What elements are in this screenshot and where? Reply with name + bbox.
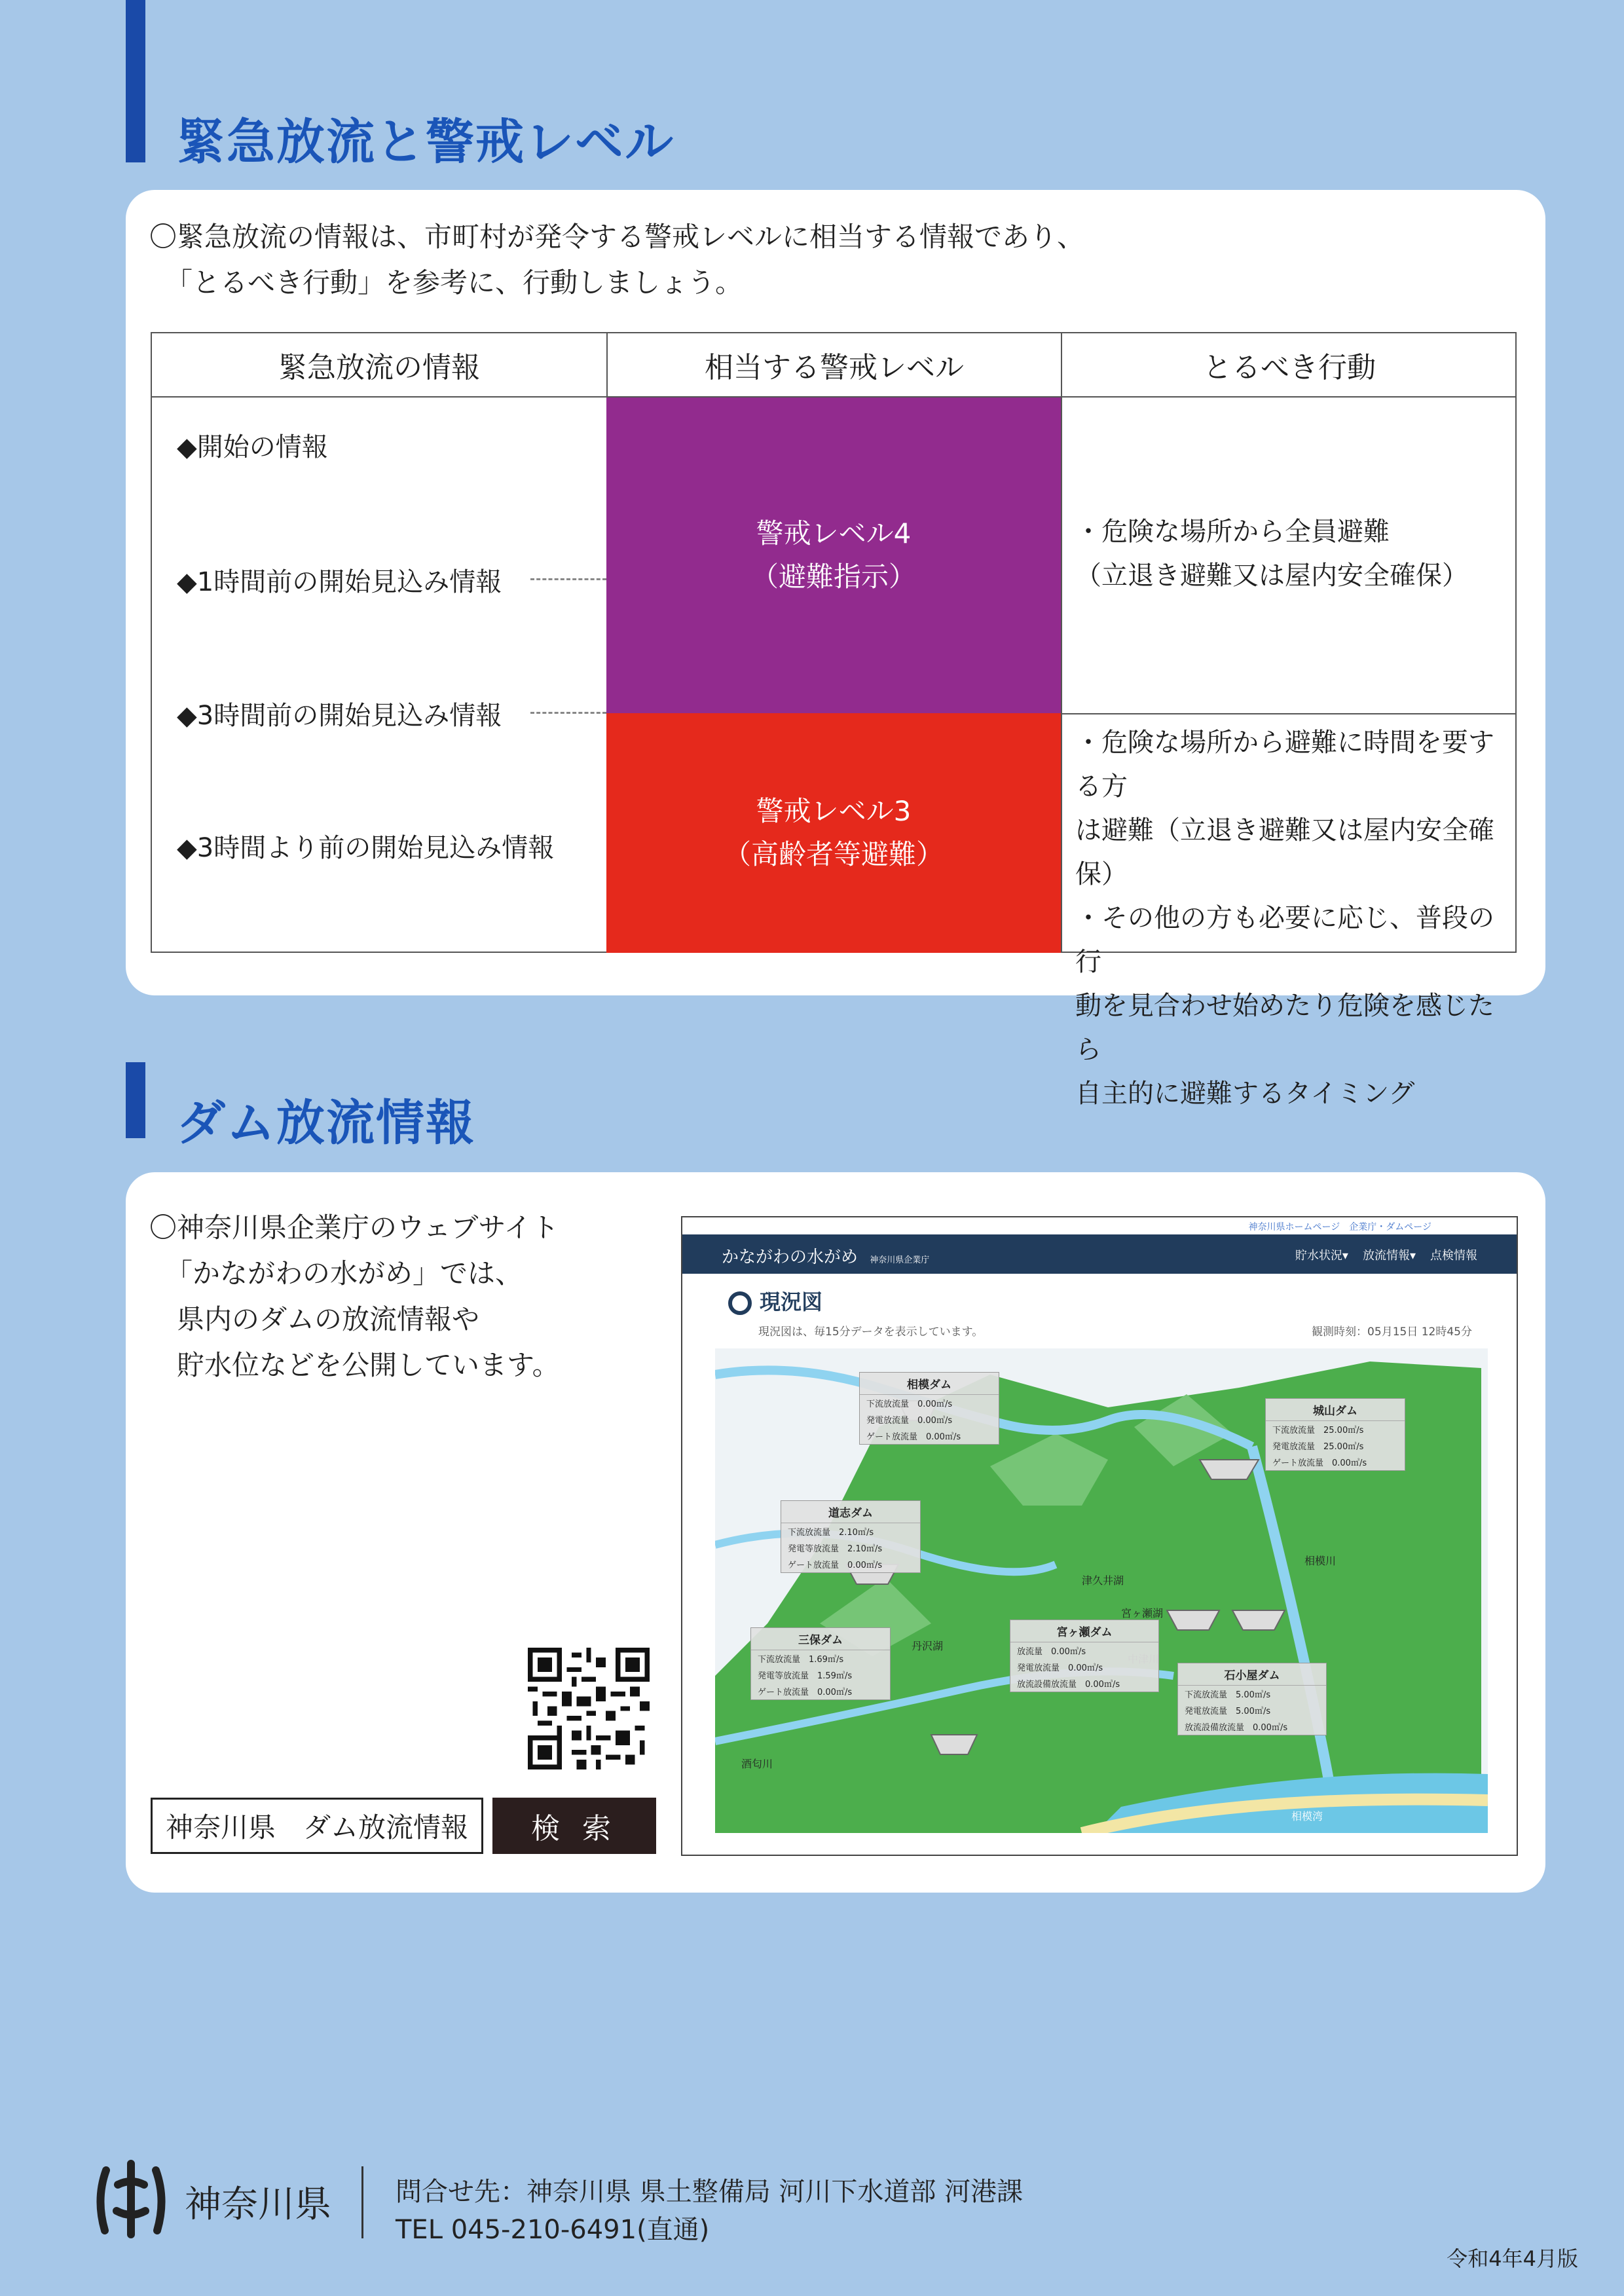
site-title-text: かながわの水がめ — [722, 1248, 858, 1267]
website-screenshot — [681, 1216, 1518, 1856]
dam-info-ishigoya[interactable] — [1177, 1663, 1327, 1735]
dam-value: ゲート放流量 0.00㎥/s — [866, 1432, 961, 1442]
map-label: 津久井湖 — [1082, 1574, 1124, 1587]
dam-value: 放流設備放流量 0.00㎥/s — [1185, 1723, 1288, 1733]
dam-value: 下流放流量 25.00㎥/s — [1272, 1426, 1364, 1435]
dam-info-shiroyama[interactable] — [1265, 1398, 1405, 1471]
info-item-start: ◆開始の情報 — [177, 432, 328, 462]
row-divider — [1061, 713, 1517, 714]
dam-intro-3: 県内のダムの放流情報や — [177, 1303, 480, 1335]
nav-storage[interactable]: 貯水状況▾ — [1295, 1249, 1348, 1263]
action-text: は避難（立退き避難又は屋内安全確保） — [1075, 815, 1494, 889]
dam-intro-2: 「かながわの水がめ」では、 — [165, 1257, 523, 1289]
dam-value: ゲート放流量 0.00㎥/s — [788, 1561, 883, 1570]
action-text: ・危険な場所から全員避難 — [1075, 517, 1390, 547]
dam-value: 発電等放流量 2.10㎥/s — [788, 1544, 883, 1554]
info-item-3h: ◆3時間前の開始見込み情報 — [177, 701, 502, 731]
dam-value: 下流放流量 5.00㎥/s — [1185, 1690, 1271, 1700]
dam-name: 三保ダム — [751, 1628, 890, 1650]
prefecture-name: 神奈川県 — [185, 2183, 331, 2226]
level-3-name: 警戒レベル3 — [756, 795, 912, 827]
dam-value: 下流放流量 1.69㎥/s — [758, 1655, 844, 1665]
site-title[interactable] — [722, 1244, 929, 1268]
qr-code-icon[interactable] — [528, 1648, 650, 1769]
screenshot-note: 現況図は、毎15分データを表示しています。 — [758, 1325, 984, 1339]
map-label: 酒匂川 — [741, 1758, 773, 1770]
dam-name: 石小屋ダム — [1178, 1663, 1326, 1686]
dam-info-miyagase[interactable] — [1010, 1620, 1159, 1692]
top-links-text[interactable]: 神奈川県ホームページ 企業庁・ダムページ — [1248, 1222, 1431, 1232]
section-accent-bar — [126, 1062, 145, 1138]
emergency-intro-1: 〇緊急放流の情報は、市町村が発令する警戒レベルに相当する情報であり、 — [149, 221, 1085, 253]
dam-value: 放流量 0.00㎥/s — [1017, 1647, 1086, 1657]
screenshot-header — [682, 1234, 1517, 1274]
level-3-sub: （高齢者等避難） — [723, 838, 944, 870]
search-keyword-box[interactable]: 神奈川県 ダム放流情報 — [151, 1798, 483, 1854]
dashed-connector — [530, 712, 606, 714]
contact-info — [396, 2173, 1023, 2249]
dam-name: 相模ダム — [860, 1373, 999, 1395]
dashed-connector — [530, 578, 606, 580]
map-label: 相模川 — [1304, 1555, 1337, 1567]
circle-icon — [728, 1291, 752, 1315]
action-text: 動を見合わせ始めたり危険を感じたら — [1075, 991, 1494, 1065]
screenshot-observed-time: 観測時刻：05月15日 12時45分 — [1312, 1325, 1472, 1339]
alert-level-table — [151, 332, 1517, 1109]
action-text: ・その他の方も必要に応じ、普段の行 — [1075, 903, 1494, 977]
column-divider — [1061, 396, 1062, 953]
search-button[interactable]: 検 索 — [492, 1798, 656, 1854]
screenshot-top-links — [682, 1217, 1517, 1234]
action-text: 自主的に避難するタイミング — [1075, 1079, 1415, 1109]
dam-value: 発電放流量 5.00㎥/s — [1185, 1707, 1271, 1716]
nav-inspection[interactable]: 点検情報 — [1430, 1249, 1477, 1263]
level-4-cell — [606, 398, 1061, 713]
dam-intro-4: 貯水位などを公開しています。 — [177, 1349, 560, 1381]
dam-value: 発電放流量 25.00㎥/s — [1272, 1442, 1364, 1452]
table-header-action: とるべき行動 — [1062, 333, 1517, 398]
table-header-level: 相当する警戒レベル — [608, 333, 1062, 398]
level-4-name: 警戒レベル4 — [756, 517, 912, 549]
dam-value: 発電放流量 0.00㎥/s — [1017, 1663, 1103, 1673]
dam-name: 道志ダム — [781, 1501, 920, 1523]
site-nav — [1295, 1246, 1477, 1263]
action-level-3 — [1075, 721, 1515, 1116]
map-label: 相模湾 — [1291, 1810, 1323, 1823]
kanagawa-emblem-icon — [92, 2158, 170, 2240]
map-label: 宮ヶ瀬湖 — [1121, 1607, 1164, 1620]
info-item-before-3h: ◆3時間より前の開始見込み情報 — [177, 833, 555, 863]
screenshot-heading — [728, 1286, 822, 1316]
edition-label: 令和4年4月版 — [1447, 2246, 1578, 2271]
dam-value: ゲート放流量 0.00㎥/s — [1272, 1458, 1367, 1468]
dam-name: 城山ダム — [1266, 1399, 1405, 1421]
dam-info-miho[interactable] — [750, 1627, 891, 1700]
table-header-info: 緊急放流の情報 — [152, 333, 608, 398]
dam-value: 下流放流量 0.00㎥/s — [866, 1399, 953, 1409]
dam-intro-1: 〇神奈川県企業庁のウェブサイト — [149, 1212, 559, 1244]
emergency-intro-2: 「とるべき行動」を参考に、行動しましょう。 — [165, 267, 743, 299]
dam-value: 発電放流量 0.00㎥/s — [866, 1416, 953, 1426]
contact-phone[interactable]: TEL 045-210-6491(直通) — [396, 2215, 710, 2245]
nav-discharge[interactable]: 放流情報▾ — [1362, 1249, 1416, 1263]
contact-line: 問合せ先：神奈川県 県土整備局 河川下水道部 河港課 — [396, 2177, 1024, 2207]
dam-name: 宮ヶ瀬ダム — [1010, 1620, 1158, 1642]
dam-info-sagami[interactable] — [859, 1372, 999, 1445]
level-4-sub: （避難指示） — [750, 561, 916, 593]
footer-divider — [361, 2166, 363, 2238]
info-item-1h: ◆1時間前の開始見込み情報 — [177, 567, 502, 597]
action-level-4 — [1075, 510, 1468, 598]
dam-value: 下流放流量 2.10㎥/s — [788, 1528, 874, 1538]
action-text: （立退き避難又は屋内安全確保） — [1075, 561, 1468, 591]
dam-value: ゲート放流量 0.00㎥/s — [758, 1688, 853, 1697]
dam-info-doshi[interactable] — [781, 1500, 921, 1573]
map-label: 丹沢湖 — [912, 1640, 944, 1652]
action-text: ・危険な場所から避難に時間を要する方 — [1075, 728, 1494, 802]
heading-text: 現況図 — [760, 1289, 823, 1314]
section-title-emergency: 緊急放流と警戒レベル — [177, 114, 674, 170]
site-subtitle: 神奈川県企業庁 — [870, 1255, 930, 1265]
section-title-dam: ダム放流情報 — [177, 1095, 475, 1151]
dam-value: 発電等放流量 1.59㎥/s — [758, 1671, 853, 1681]
dam-value: 放流設備放流量 0.00㎥/s — [1017, 1680, 1120, 1690]
section-accent-bar — [126, 0, 145, 162]
level-3-cell — [606, 713, 1061, 953]
